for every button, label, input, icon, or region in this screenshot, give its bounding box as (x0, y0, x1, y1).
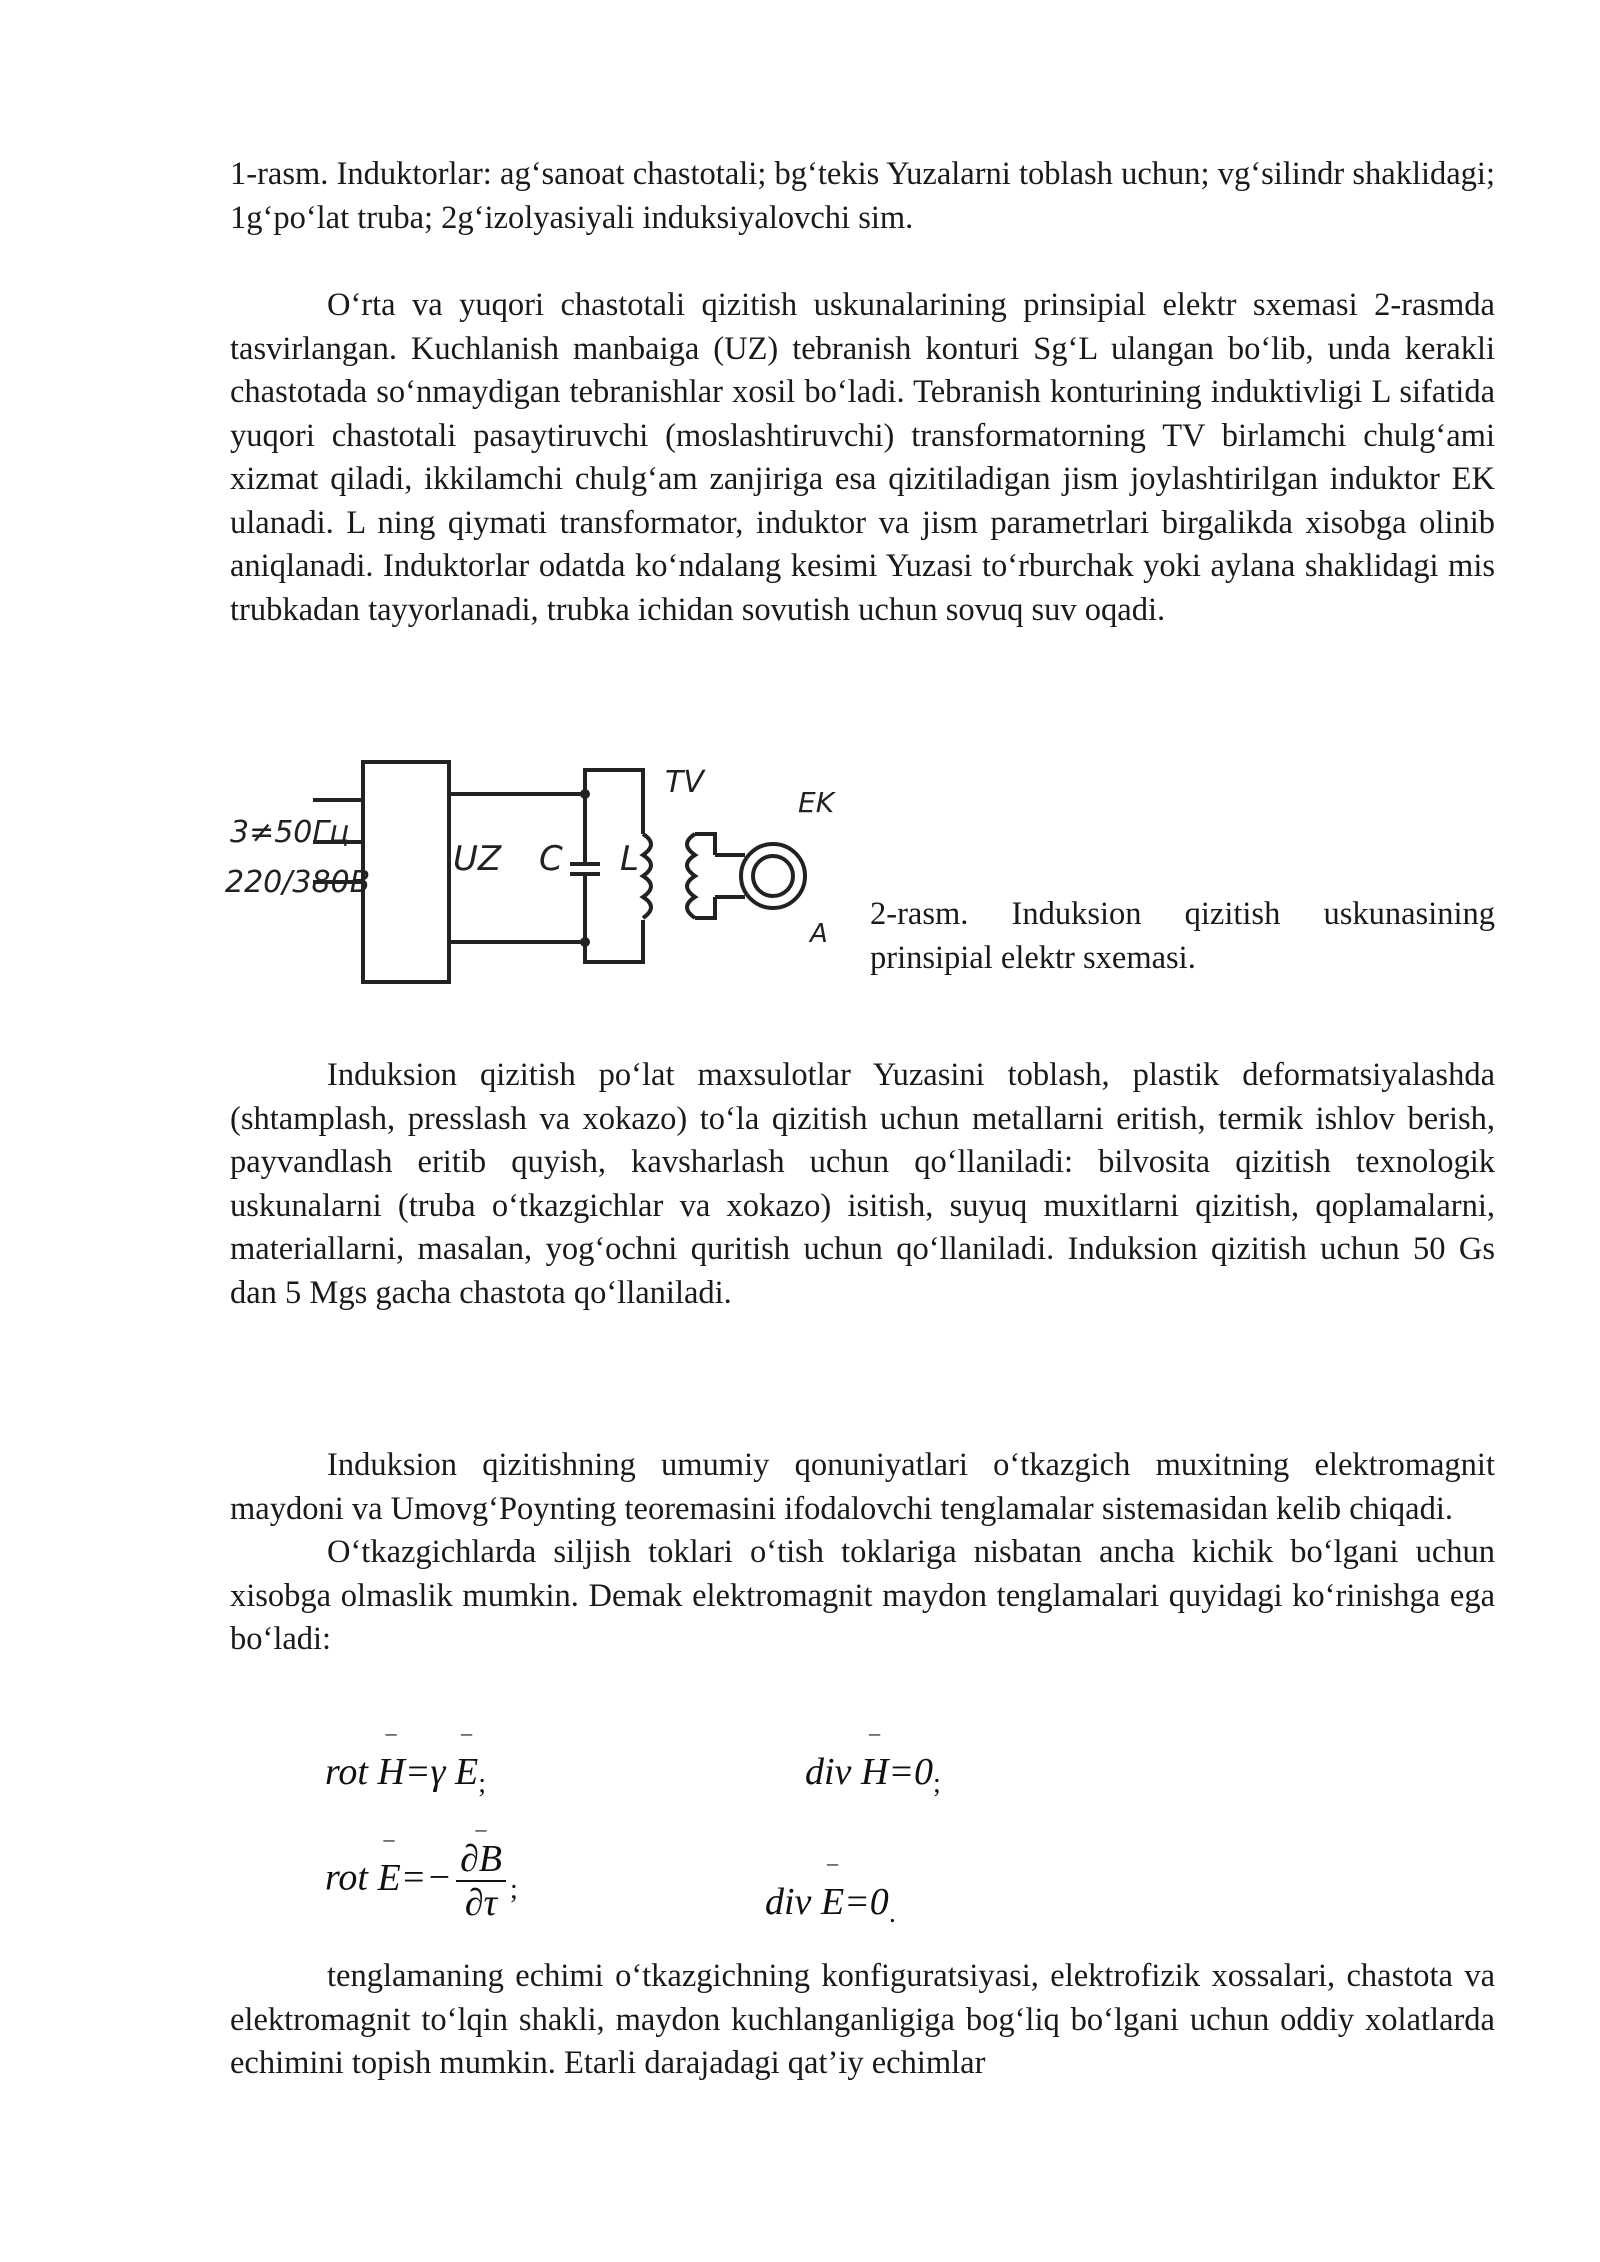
equation-rot-h: rot – $H=\gamma - E_;$ (325, 1750, 486, 1794)
equation-rot-e: rot – E=− – $\frac{\partial B}{\partial\tau}$ $_;$ (325, 1838, 518, 1924)
figure2-caption: 2-rasm. Induksion qizitish uskunasining prinsipial elektr sxemasi. (870, 896, 1495, 976)
figure1-caption: 1-rasm. Induktorlar: ag‘sanoat chastotali; bg‘tekis Yuzalarni toblash uchun; vg‘silindr shaklidagi; 1g‘po‘lat truba; 2g‘izolyasiyali induksiyalovchi sim. (230, 156, 1495, 236)
transformer-label: TV (665, 765, 704, 800)
inductance-label: L (620, 839, 639, 879)
paragraph-circuit-description: O‘rta va yuqori chastotali qizitish uskunalarining prinsipial elektr sxemasi 2-rasmda tasvirlangan. Kuchlanish manbaiga (UZ) tebranish konturi Sg‘L ulangan bo‘lib, unda kerakli chastotada so‘nmaydigan tebranishlar xosil bo‘ladi. Tebranish konturining induktivligi L sifatida yuqori chastotali pasaytiruvchi (moslashtiruvchi) transformatorning TV birlamchi chulg‘ami xizmat qiladi, ikkilamchi chulg‘am zanjiriga esa qizitiladigan jism joylashtirilgan induktor EK ulanadi. L ning qiymati transformator, induktor va jism parametrlari birgalikda xisobga olinib aniqlanadi. Induktorlar odatda ko‘ndalang kesimi Yuzasi to‘rburchak yoki aylana shaklidagi mis trubkadan tayyorlanadi, trubka ichidan sovutish uchun sovuq suv oqadi. (230, 287, 1495, 628)
equation-div-e: div – $E=0_.$ (765, 1880, 896, 1924)
source-frequency-label: 3≠50Гц (230, 815, 350, 850)
paragraph-solution: tenglamaning echimi o‘tkazgichning konfiguratsiyasi, elektrofizik xossalari, chastota va elektromagnit to‘lqin shakli, maydon kuchlanganligiga bog‘liq bo‘lgani uchun oddiy xolatlarda echimini topish mumkin. Etarli darajadagi qat’iy echimlar (230, 1958, 1495, 2081)
inductor-ek-label: EK (798, 786, 835, 819)
part-a-label: A (810, 919, 828, 949)
paragraph-maxwell-intro: O‘tkazgichlarda siljish toklari o‘tish toklariga nisbatan ancha kichik bo‘lgani uchun xisobga olmaslik mumkin. Demak elektromagnit maydon tenglamalari quyidagi ko‘rinishga ega bo‘ladi: (230, 1534, 1495, 1657)
source-voltage-label: 220/380В (225, 865, 371, 900)
fraction: – $\frac{\partial B}{\partial\tau}$ (456, 1838, 506, 1924)
uz-label: UZ (453, 839, 502, 879)
induction-circuit-diagram (225, 752, 845, 992)
equation-div-h: div – $H=0_;$ (805, 1750, 941, 1794)
capacitor-label: C (539, 839, 563, 879)
paragraph-general-laws: Induksion qizitishning umumiy qonuniyatlari o‘tkazgich muxitning elektromagnit maydoni va Umovg‘Poynting teoremasini ifodalovchi tenglamalar sistemasidan kelib chiqadi. (230, 1447, 1495, 1527)
paragraph-applications: Induksion qizitish po‘lat maxsulotlar Yuzasini toblash, plastik deformatsiyalashda (shtamplash, presslash va xokazo) to‘la qizitish uchun metallarni eritish, termik ishlov berish, payvandlash eritib quyish, kavsharlash uchun qo‘llaniladi: bilvosita qizitish texnologik uskunalarni (truba o‘tkazgichlar va xokazo) isitish, suyuq muxitlarni qizitish, qoplamalarni, materiallarni, masalan, yog‘ochni quritish uchun qo‘llaniladi. Induksion qizitish uchun 50 Gs dan 5 Mgs gacha chastota qo‘llaniladi. (230, 1057, 1495, 1311)
